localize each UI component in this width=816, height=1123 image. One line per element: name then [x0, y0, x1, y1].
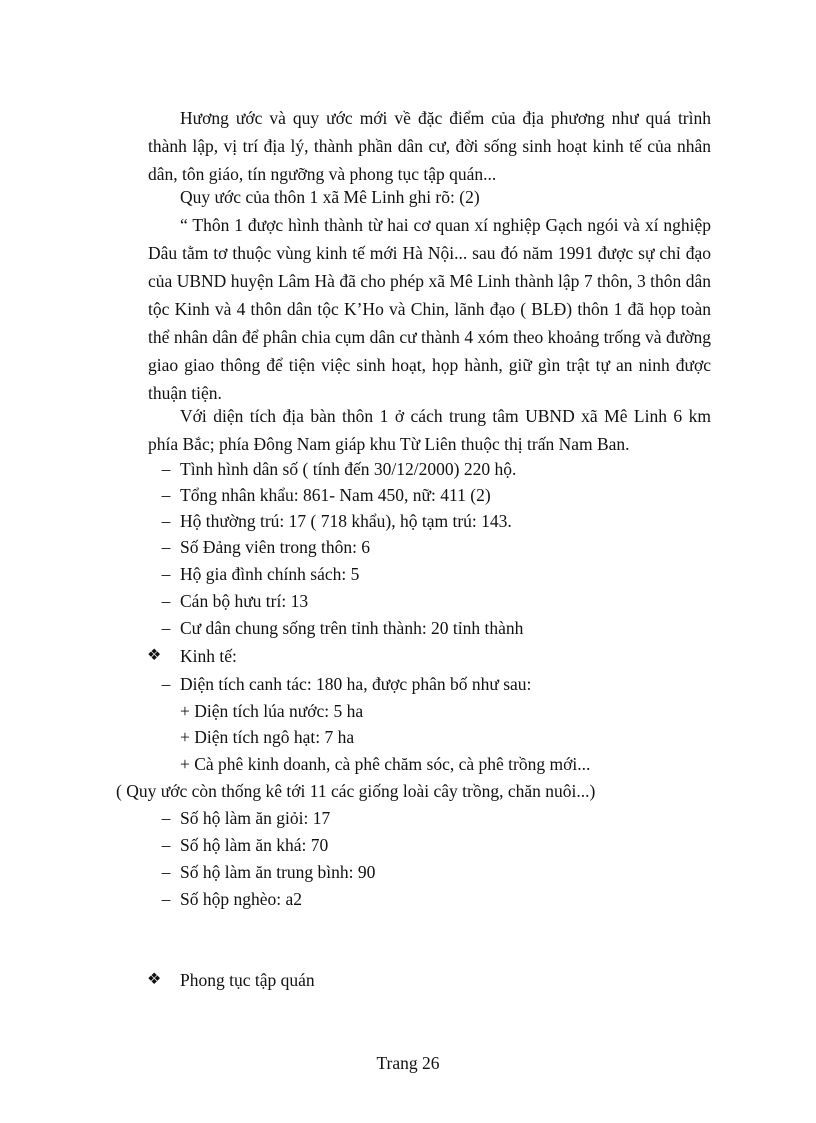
- dash-marker: –: [161, 485, 171, 505]
- dash-marker: –: [161, 808, 171, 828]
- customs-heading: Phong tục tập quán: [180, 970, 315, 990]
- dash-marker: –: [161, 459, 171, 479]
- list-item-text: Số hộ làm ăn trung bình: 90: [180, 862, 376, 882]
- list-item-text: Số Đảng viên trong thôn: 6: [180, 537, 371, 557]
- paragraph-intro: Hương ước và quy ước mới về đặc điểm của địa phương như quá trình thành lập, vị trí địa lý, thành phần dân cư, đời sống sinh hoạt kinh tế của nhân dân, tôn giáo, tín ngưỡng và phong tục tập quán...: [148, 108, 711, 184]
- dash-marker: –: [161, 591, 171, 611]
- list-item-text: Số hộ làm ăn khá: 70: [180, 835, 329, 855]
- sub-item: + Cà phê kinh doanh, cà phê chăm sóc, cà phê trồng mới...: [180, 754, 591, 774]
- paragraph-quy-uoc: Quy ước của thôn 1 xã Mê Linh ghi rõ: (2): [180, 187, 480, 207]
- sub-item: + Diện tích lúa nước: 5 ha: [180, 701, 364, 721]
- list-item-text: Cán bộ hưu trí: 13: [180, 591, 309, 611]
- list-item-text: Tình hình dân số ( tính đến 30/12/2000) 220 hộ.: [180, 459, 517, 479]
- diamond-bullet-icon: ❖: [147, 971, 162, 988]
- dash-marker: –: [161, 889, 171, 909]
- dash-marker: –: [161, 862, 171, 882]
- list-item-text: Hộ thường trú: 17 ( 718 khẩu), hộ tạm trú: 143.: [180, 511, 512, 531]
- sub-item: + Diện tích ngô hạt: 7 ha: [180, 727, 355, 747]
- diamond-bullet-icon: ❖: [147, 647, 162, 664]
- list-item-text: Tổng nhân khẩu: 861- Nam 450, nữ: 411 (2): [180, 485, 491, 505]
- list-item-text: Cư dân chung sống trên tỉnh thành: 20 tỉnh thành: [180, 618, 524, 638]
- dash-marker: –: [161, 537, 171, 557]
- dash-marker: –: [161, 564, 171, 584]
- dash-marker: –: [161, 511, 171, 531]
- dash-marker: –: [161, 674, 171, 694]
- economy-note: ( Quy ước còn thống kê tới 11 các giống loài cây trồng, chăn nuôi...): [116, 781, 596, 801]
- paragraph-quote: “ Thôn 1 được hình thành từ hai cơ quan xí nghiệp Gạch ngói và xí nghiệp Dâu tằm tơ thuộc vùng kinh tế mới Hà Nội... sau đó năm 1991 được sự chỉ đạo của UBND huyện Lâm Hà đã cho phép xã Mê Linh thành lập 7 thôn, 3 thôn dân tộc Kinh và 4 thôn dân tộc K’Ho và Chin, lãnh đạo ( BLĐ) thôn 1 đã họp toàn thể nhân dân để phân chia cụm dân cư thành 4 xóm theo khoảng trống và đường giao giao thông để tiện việc sinh hoạt, họp hành, giữ gìn trật tự an ninh được thuận tiện.: [148, 215, 711, 403]
- area-item: Diện tích canh tác: 180 ha, được phân bố như sau:: [180, 674, 532, 694]
- list-item-text: Số hộ làm ăn giỏi: 17: [180, 808, 331, 828]
- dash-marker: –: [161, 618, 171, 638]
- economy-heading: Kinh tế:: [180, 646, 237, 666]
- list-item-text: Hộ gia đình chính sách: 5: [180, 564, 360, 584]
- list-item-text: Số hộp nghèo: a2: [180, 889, 303, 909]
- page-number: Trang 26: [376, 1053, 440, 1073]
- dash-marker: –: [161, 835, 171, 855]
- paragraph-location: Với diện tích địa bàn thôn 1 ở cách trung tâm UBND xã Mê Linh 6 km phía Bắc; phía Đông Nam giáp khu Từ Liên thuộc thị trấn Nam Ban.: [148, 406, 711, 454]
